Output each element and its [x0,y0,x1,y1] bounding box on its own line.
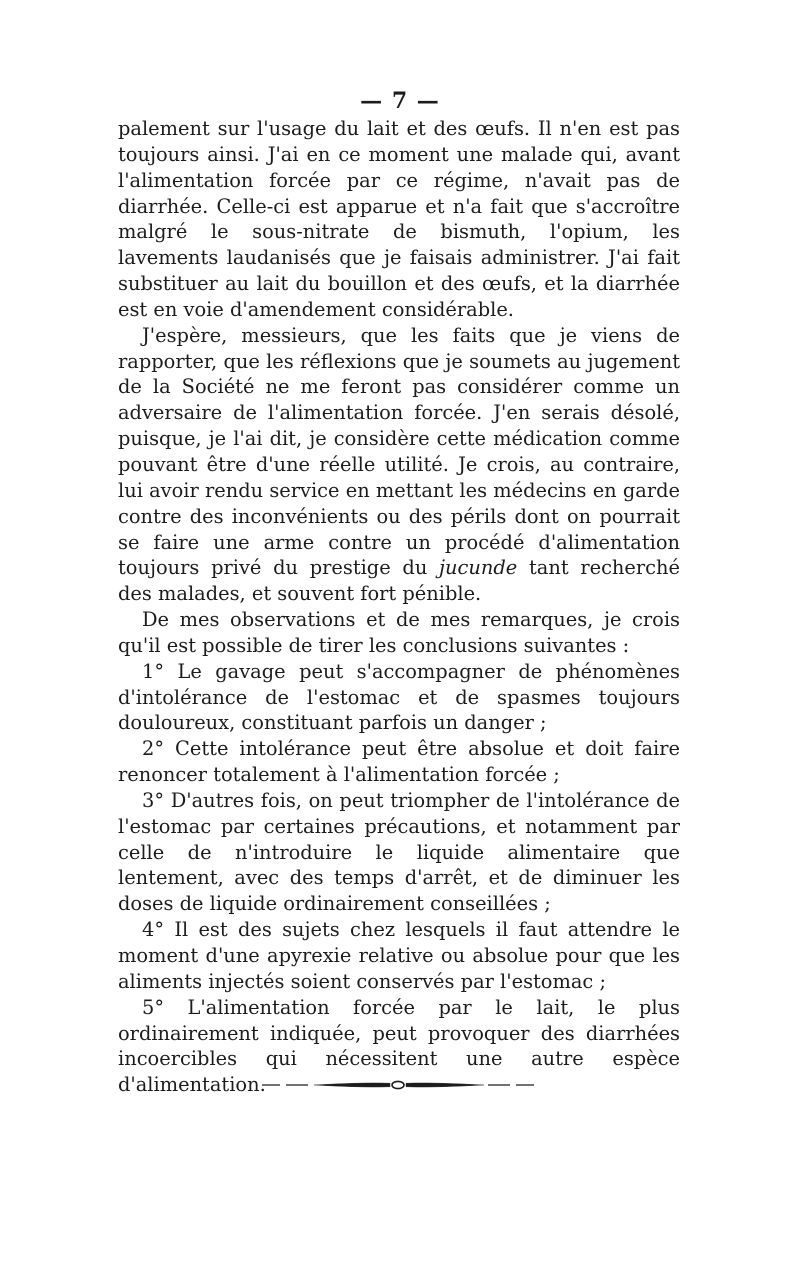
italic-latin-word: jucunde [439,556,518,580]
end-ornament-divider [258,1078,538,1092]
conclusion-item-2 [118,736,680,788]
paragraph-text: 5° L'alimentation forcée par le lait, le plus ordinairement indiquée, peut provoquer des diarrhées incoercibles qui nécessitent une autre espèce d'alimentation. [118,995,680,1097]
paragraph-text: J'espère, messieurs, que les faits que je viens de rapporter, que les réflexions que je soumets au jugement de la Société ne me feront pas considérer comme un adversaire de l'alimentation forcée. J'en serais désolé, puisque, je l'ai dit, je considère cette médication comme pouvant être d'une réelle utilité. Je crois, au contraire, lui avoir rendu service en mettant les médecins en garde contre des inconvénients ou des périls dont on pourrait se faire une arme contre un procédé d'alimentation toujours privé du prestige du [118,323,680,580]
paragraph-text-end: tant recherché des malades, et souvent fort pénible. [118,556,680,606]
paragraph-text: 4° Il est des sujets chez lesquels il faut attendre le moment d'une apyrexie relative ou absolue pour que les aliments injectés soient conservés par l'estomac ; [118,918,680,993]
paragraph-text: 3° D'autres fois, on peut triompher de l'intolérance de l'estomac par certaines précautions, et notamment par celle de n'introduire le liquide alimentaire que lentement, avec des temps d'arrêt, et de diminuer les doses de liquide ordinairement conseillées ; [118,788,680,916]
paragraph-text: 2° Cette intolérance peut être absolue et doit faire renoncer totalement à l'alimentation forcée ; [118,737,680,787]
paragraph-conclusions-intro [118,607,680,659]
page-number: — 7 — [360,88,440,114]
conclusion-item-4 [118,917,680,995]
ornament-swell-right [406,1083,484,1087]
paragraph-text: 1° Le gavage peut s'accompagner de phénomènes d'intolérance de l'estomac et de spasmes toujours douloureux, constituant parfois un danger ; [118,659,680,735]
paragraph-continuation [118,116,680,323]
conclusion-item-3 [118,788,680,917]
paragraph-text: palement sur l'usage du lait et des œufs. Il n'en est pas toujours ainsi. J'ai en ce moment une malade qui, avant l'alimentation forcée par ce régime, n'avait pas de diarrhée. Celle-ci est apparue et n'a fait que s'accroître malgré le sous-nitrate de bismuth, l'opium, les lavements laudanisés que je faisais administrer. J'ai fait substituer au lait du bouillon et des œufs, et la diarrhée est en voie d'amendement considérable. [118,117,680,321]
ornament-center-knot [392,1081,404,1088]
body-text [118,116,680,1098]
paragraph-argument [118,323,680,607]
paragraph-text: De mes observations et de mes remarques, je crois qu'il est possible de tirer les conclusions suivantes : [118,608,680,657]
ornament-swell-left [314,1083,390,1087]
conclusion-item-1 [118,659,680,737]
